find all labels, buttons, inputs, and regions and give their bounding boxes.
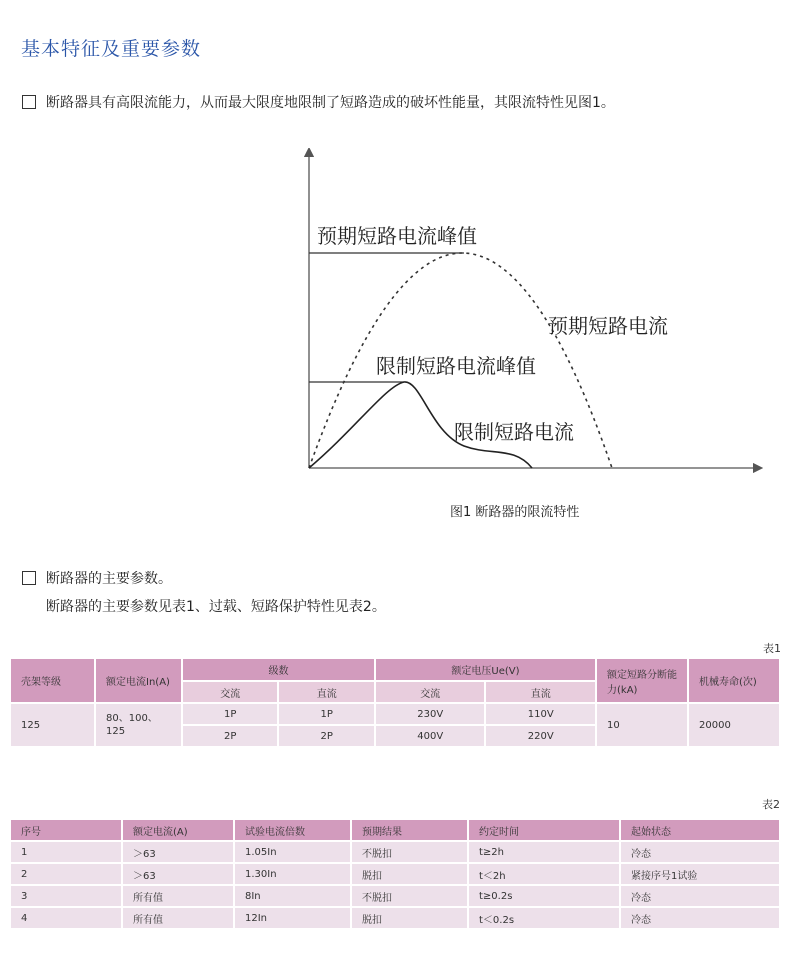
cell: 12In [235,908,350,928]
table-header-row [11,820,779,840]
header-voltage-ac: 交流 [376,682,485,702]
checkbox-icon [22,95,36,109]
header-expected-result: 预期结果 [352,820,467,840]
cell-breaking-capacity: 10 [597,704,687,746]
cell: 不脱扣 [352,886,467,906]
paragraph-main-params [22,568,172,588]
cell: 紧接序号1试验 [621,864,779,884]
cell-poles-ac: 2P [183,726,277,746]
header-frame: 壳架等级 [11,659,94,702]
header-poles-dc: 直流 [279,682,373,702]
header-mechanical-life: 机械寿命(次) [689,659,779,702]
current-limiting-diagram [296,148,766,478]
label-limited-peak: 限制短路电流峰值 [376,354,536,378]
cell: ＞63 [123,864,233,884]
cell: 冷态 [621,908,779,928]
cell: 4 [11,908,121,928]
cell-volt-dc: 110V [486,704,595,724]
cell: 1.05In [235,842,350,862]
paragraph-text: 断路器的主要参数。 [46,571,172,587]
table2-label: 表2 [762,798,780,811]
table1-label: 表1 [763,642,781,655]
cell-poles-dc: 1P [279,704,373,724]
table-row [11,886,779,906]
header-rated-current: 额定电流In(A) [96,659,181,702]
label-prospective-peak: 预期短路电流峰值 [317,224,477,248]
paragraph-table-reference: 断路器的主要参数见表1、过载、短路保护特性见表2。 [46,599,386,615]
label-prospective-current: 预期短路电流 [548,314,668,338]
cell-rated-current: 80、100、125 [96,704,181,746]
cell: 1.30In [235,864,350,884]
cell: 所有值 [123,908,233,928]
table-row [11,842,779,862]
cell: 3 [11,886,121,906]
cell: t＜0.2s [469,908,619,928]
cell: t＜2h [469,864,619,884]
header-agreed-time: 约定时间 [469,820,619,840]
cell-mechanical-life: 20000 [689,704,779,746]
table-row [11,908,779,928]
header-index: 序号 [11,820,121,840]
cell: 1 [11,842,121,862]
paragraph-text: 断路器具有高限流能力，从而最大限度地限制了短路造成的破坏性能量，其限流特性见图1。 [46,95,615,111]
label-limited-current: 限制短路电流 [454,420,574,444]
cell-volt-dc: 220V [486,726,595,746]
table-row [11,864,779,884]
cell: ＞63 [123,842,233,862]
cell: 冷态 [621,842,779,862]
page-title: 基本特征及重要参数 [21,38,202,60]
cell: 不脱扣 [352,842,467,862]
cell: 脱扣 [352,864,467,884]
checkbox-icon [22,571,36,585]
header-voltage: 额定电压Ue(V) [376,659,595,680]
header-rated-current: 额定电流(A) [123,820,233,840]
header-poles-ac: 交流 [183,682,277,702]
cell: 2 [11,864,121,884]
header-voltage-dc: 直流 [486,682,595,702]
cell-poles-dc: 2P [279,726,373,746]
cell: 冷态 [621,886,779,906]
cell: 8In [235,886,350,906]
cell-volt-ac: 400V [376,726,485,746]
cell-frame: 125 [11,704,94,746]
cell: t≥0.2s [469,886,619,906]
protection-characteristics-table [9,818,781,930]
cell: 所有值 [123,886,233,906]
paragraph-current-limiting [22,92,615,112]
cell-poles-ac: 1P [183,704,277,724]
cell-volt-ac: 230V [376,704,485,724]
header-breaking-capacity: 额定短路分断能力(kA) [597,659,687,702]
cell: 脱扣 [352,908,467,928]
header-initial-state: 起始状态 [621,820,779,840]
header-poles: 级数 [183,659,374,680]
figure-caption: 图1 断路器的限流特性 [450,505,580,520]
header-test-multiple: 试验电流倍数 [235,820,350,840]
cell: t≥2h [469,842,619,862]
main-parameters-table [9,657,781,748]
